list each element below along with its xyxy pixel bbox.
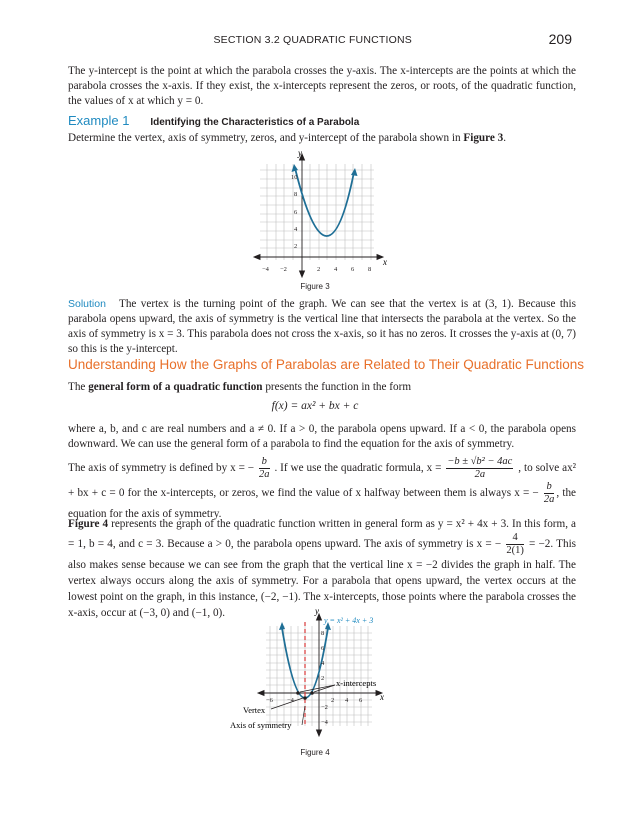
fig3-ytick: 6 — [294, 209, 298, 216]
figure-3-arrow-left — [292, 164, 299, 172]
fig3-xtick: 4 — [334, 266, 338, 273]
fig4-ytick: −2 — [321, 704, 328, 711]
section-heading: Understanding How the Graphs of Parabolas are Related to Their Quadratic Functions — [68, 357, 585, 372]
frac-den: 2(1) — [506, 545, 524, 556]
axis-symmetry-paragraph — [68, 456, 576, 523]
p3-text-c: , to solve — [518, 462, 560, 475]
coefficients-paragraph: where a, b, and c are real numbers and a ≠ 0. If a > 0, the parabola opens upward. If a < 0, the parabola opens downward. We can use the general form of a parabola to find the equation for the axis of symmetry. — [68, 423, 576, 450]
example-prompt — [68, 131, 576, 146]
vertex-point — [303, 696, 307, 700]
general-form-paragraph — [68, 380, 576, 395]
fig4-xtick: −4 — [287, 697, 294, 704]
fig4-ytick: 8 — [321, 630, 325, 637]
fig3-xtick: 6 — [351, 266, 355, 273]
figure-4-graph — [228, 606, 408, 744]
p4-text-a: represents the graph of the quadratic function written in general form as y = x² + 4x + 3. In this form, — [108, 518, 569, 530]
p1-text: The — [68, 381, 89, 393]
fig4-ytick: 4 — [321, 660, 325, 667]
general-form-formula: f(x) = ax² + bx + c — [271, 400, 359, 412]
figure-4-caption: Figure 4 — [300, 748, 330, 757]
figure-3-grid — [260, 164, 374, 260]
figure-4-axes — [258, 614, 382, 736]
p3-text-d: ax² + bx + c = 0 for the x-intercepts, or zeros, we find the value of x halfway between them is always x = − — [68, 462, 577, 500]
fraction-4-over-2 — [506, 532, 524, 557]
x-intercept-point — [296, 691, 300, 695]
figure-3-arrow-right — [351, 168, 358, 176]
prompt-figure-ref: Figure 3 — [463, 132, 504, 144]
figure-4-x-label: x — [380, 692, 384, 702]
general-form-term: general form of a quadratic function — [88, 381, 263, 393]
example-heading — [68, 112, 359, 130]
prompt-end: . — [503, 132, 507, 144]
page-number: 209 — [548, 31, 572, 47]
figure-3-caption: Figure 3 — [300, 282, 330, 291]
fig4-xtick: −6 — [266, 697, 273, 704]
fig3-xtick: 8 — [368, 266, 372, 273]
solution-label: Solution — [68, 298, 106, 310]
figure-3-graph — [250, 148, 390, 278]
frac-den: 2a — [474, 469, 486, 480]
section-title: SECTION 3.2 QUADRATIC FUNCTIONS — [213, 34, 412, 46]
p3-text-a: The axis of symmetry is defined by x = − — [68, 462, 255, 475]
fig4-ytick: 6 — [321, 645, 325, 652]
figure-4-ref: Figure 4 — [68, 518, 109, 530]
fig4-xtick: 2 — [331, 697, 335, 704]
solution-text: The vertex is the turning point of the graph. We can see that the vertex is at (3, 1). Because this parabola opens upward, the axis of symmetry is the vertical line that intersects the parabola at the vertex. So the axis of symmetry is x = 3. This parabola does not cross the x-axis, so it has no zeros. It crosses the y-axis at (0, 7) so this is the y-intercept. — [68, 298, 576, 355]
frac-den: 2a — [259, 469, 270, 480]
fraction-b-over-2a-2 — [544, 481, 555, 506]
fig3-xtick: −2 — [280, 266, 287, 273]
fig3-ytick: 10 — [291, 174, 298, 181]
fraction-b-over-2a — [259, 456, 270, 481]
prompt-text: Determine the vertex, axis of symmetry, zeros, and y-intercept of the parabola shown in — [68, 132, 464, 144]
example-title: Identifying the Characteristics of a Parabola — [150, 117, 360, 128]
intro-paragraph: The y-intercept is the point at which the parabola crosses the y-axis. The x-intercepts are the points at which the parabola crosses the x-axis. If they exist, the x-intercepts represent the zeros, or roots, of the quadratic function, the values of x at which y = 0. — [68, 65, 576, 107]
frac-num: 4 — [506, 532, 524, 545]
example-label: Example 1 — [68, 113, 130, 128]
equation-label: y = x² + 4x + 3 — [324, 616, 374, 625]
axis-of-symmetry-label: Axis of symmetry — [230, 720, 292, 730]
x-intercept-point — [310, 691, 314, 695]
p4-text-d: also makes sense because we can see from the graph that the vertical line x = −2 divides the graph in half. The vertex always occurs along the axis of symmetry. For a parabola that opens upward, the vertex occurs at the lowest point on the graph, in this instance, (−2, −1). The x-intercepts, those points where the parabola crosses the x-axis, occur at (−3, 0) and (−1, 0). — [68, 559, 576, 619]
vertex-label: Vertex — [243, 705, 266, 715]
p3-text-f: equation for the axis of symmetry. — [68, 508, 222, 520]
p3-text-e: , the — [556, 487, 577, 500]
figure-3-axes — [254, 154, 383, 277]
fig4-ytick: 2 — [321, 675, 325, 682]
page-header — [0, 31, 630, 49]
p3-text-b: . If we use the quadratic formula, x = — [274, 462, 442, 475]
figure-3-tick-labels — [262, 174, 371, 273]
x-intercepts-label: x-intercepts — [336, 678, 377, 688]
fig3-xtick: 2 — [317, 266, 321, 273]
figure-4-y-label: y — [315, 606, 319, 616]
p4-text-c: = −2. This — [529, 538, 577, 551]
p4-text-b: a = 1, b = 4, and c = 3. Because a > 0, the parabola opens upward. The axis of symmetry is x = − — [68, 518, 576, 551]
frac-den: 2a — [543, 494, 555, 505]
solution-paragraph — [68, 297, 576, 357]
fig3-ytick: 8 — [294, 191, 298, 198]
fig3-ytick: 2 — [294, 243, 298, 250]
p1-text-end: presents the function in the form — [262, 381, 412, 393]
frac-num: b — [544, 481, 555, 494]
figure-3-y-label: y — [298, 148, 302, 158]
fig4-xtick: 4 — [345, 697, 349, 704]
quadratic-formula-fraction — [446, 456, 513, 481]
figure-3-x-label: x — [383, 257, 387, 267]
frac-num: b — [259, 456, 270, 469]
fig4-xtick: 6 — [359, 697, 363, 704]
fig3-xtick: −4 — [262, 266, 269, 273]
fig4-ytick: −4 — [321, 719, 328, 726]
frac-num: −b ± √b² − 4ac — [447, 456, 513, 467]
fig3-ytick: 4 — [294, 226, 298, 233]
